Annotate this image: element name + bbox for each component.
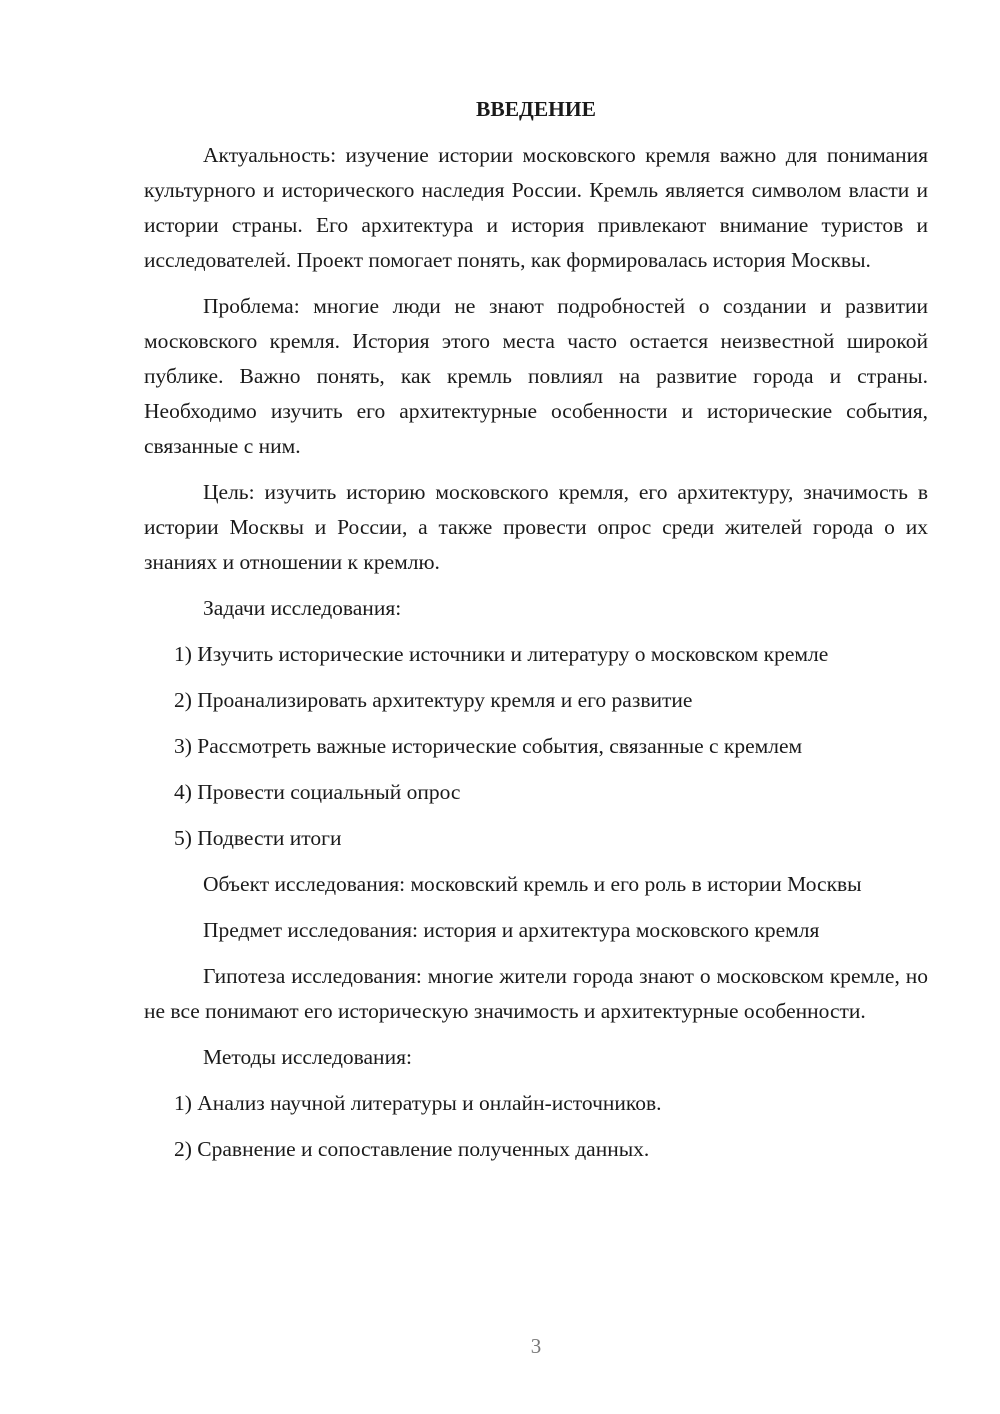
- task-item: 1) Изучить исторические источники и литературу о московском кремле: [174, 642, 829, 666]
- task-item: 3) Рассмотреть важные исторические события, связанные с кремлем: [174, 734, 803, 758]
- tasks-heading: Задачи исследования:: [203, 596, 402, 620]
- subject-paragraph: Предмет исследования: история и архитектура московского кремля: [203, 918, 820, 942]
- task-item: 5) Подвести итоги: [174, 826, 342, 850]
- goal-paragraph: Цель: изучить историю московского кремля, его архитектуру, значимость в истории Москвы и России, а также провести опрос среди жителей города о их знаниях и отношении к кремлю.: [144, 480, 928, 574]
- problem-paragraph: Проблема: многие люди не знают подробностей о создании и развитии московского кремля. История этого места часто остается неизвестной широкой публике. Важно понять, как кремль повлиял на развитие города и страны. Необходимо изучить его архитектурные особенности и исторические события, связанные с ним.: [144, 294, 928, 458]
- methods-heading: Методы исследования:: [203, 1045, 412, 1069]
- page-number: 3: [530, 1334, 542, 1358]
- object-paragraph: Объект исследования: московский кремль и его роль в истории Москвы: [203, 872, 862, 896]
- method-item: 2) Сравнение и сопоставление полученных данных.: [174, 1137, 650, 1161]
- relevance-paragraph: Актуальность: изучение истории московского кремля важно для понимания культурного и исторического наследия России. Кремль является символом власти и истории страны. Его архитектура и история привлекают внимание туристов и исследователей. Проект помогает понять, как формировалась история Москвы.: [144, 143, 928, 272]
- task-item: 4) Провести социальный опрос: [174, 780, 461, 804]
- hypothesis-paragraph: Гипотеза исследования: многие жители города знают о московском кремле, но не все понимают его историческую значимость и архитектурные особенности.: [144, 964, 928, 1023]
- task-item: 2) Проанализировать архитектуру кремля и его развитие: [174, 688, 693, 712]
- section-title: ВВЕДЕНИЕ: [476, 97, 596, 121]
- document-page: [144, 92, 928, 1178]
- method-item: 1) Анализ научной литературы и онлайн-источников.: [174, 1091, 662, 1115]
